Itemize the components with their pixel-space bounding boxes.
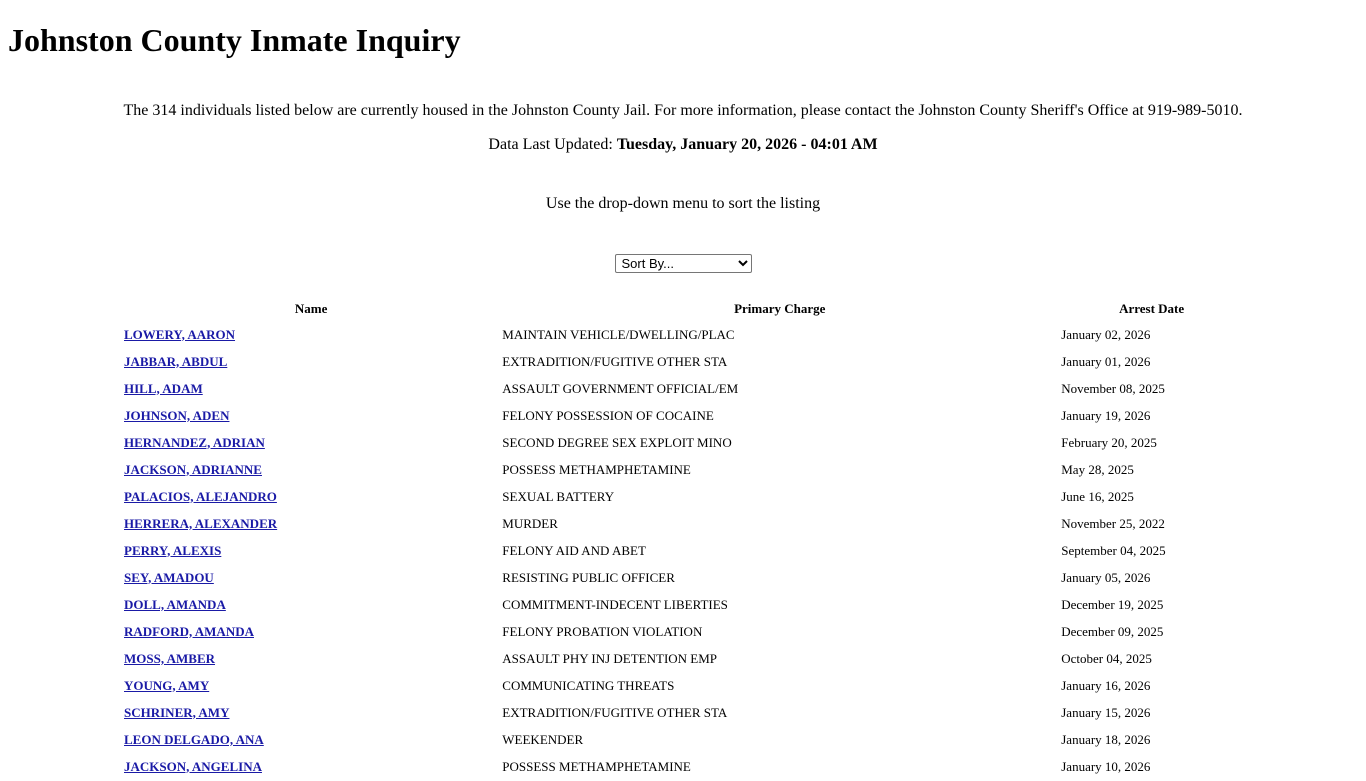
table-row [123, 592, 1243, 617]
arrest-date-cell: January 01, 2026 [1061, 353, 1151, 369]
inmate-name-link[interactable]: YOUNG, AMY [124, 677, 210, 693]
table-row [123, 403, 1243, 428]
sort-by-dropdown[interactable] [615, 254, 752, 273]
table-row [123, 376, 1243, 401]
header-name: Name [294, 300, 328, 316]
table-row [123, 430, 1243, 455]
primary-charge-cell: COMMITMENT-INDECENT LIBERTIES [502, 596, 728, 612]
page-title: Johnston County Inmate Inquiry [8, 22, 461, 58]
inmate-rows [123, 322, 1243, 779]
primary-charge-cell: MURDER [502, 515, 558, 531]
arrest-date-cell: January 19, 2026 [1061, 407, 1151, 423]
table-row [123, 646, 1243, 671]
primary-charge-cell: FELONY AID AND ABET [502, 542, 646, 558]
arrest-date-cell: January 15, 2026 [1061, 704, 1151, 720]
primary-charge-cell: RESISTING PUBLIC OFFICER [502, 569, 675, 585]
primary-charge-cell: EXTRADITION/FUGITIVE OTHER STA [502, 353, 728, 369]
inmate-name-cell [123, 646, 499, 671]
arrest-date-cell: February 20, 2025 [1061, 434, 1157, 450]
arrest-date-cell: December 09, 2025 [1061, 623, 1164, 639]
inmate-name-link[interactable]: HERRERA, ALEXANDER [124, 515, 278, 531]
table-row [123, 457, 1243, 482]
table-row [123, 538, 1243, 563]
inmate-name-cell [123, 700, 499, 725]
intro-text: The 314 individuals listed below are currently housed in the Johnston County Jail. For more information, please contact the Johnston County Sheriff's Office at 919-989-5010. [123, 102, 1243, 119]
inmate-name-link[interactable]: LEON DELGADO, ANA [124, 731, 264, 747]
table-row [123, 322, 1243, 347]
arrest-date-cell: December 19, 2025 [1061, 596, 1164, 612]
inmate-name-link[interactable]: PALACIOS, ALEJANDRO [124, 488, 277, 504]
inmate-name-link[interactable]: JACKSON, ADRIANNE [124, 461, 262, 477]
table-row [123, 673, 1243, 698]
inmate-name-cell [123, 457, 499, 482]
primary-charge-cell: SECOND DEGREE SEX EXPLOIT MINO [502, 434, 732, 450]
arrest-date-cell: November 25, 2022 [1061, 515, 1165, 531]
inmate-name-link[interactable]: JACKSON, ANGELINA [124, 758, 262, 774]
primary-charge-cell: FELONY PROBATION VIOLATION [502, 623, 703, 639]
inmate-name-link[interactable]: DOLL, AMANDA [124, 596, 226, 612]
inmate-name-link[interactable]: PERRY, ALEXIS [124, 542, 222, 558]
arrest-date-cell: January 16, 2026 [1061, 677, 1151, 693]
inmate-name-cell [123, 376, 499, 401]
inmate-name-cell [123, 349, 499, 374]
inmate-name-link[interactable]: RADFORD, AMANDA [124, 623, 254, 639]
primary-charge-cell: WEEKENDER [502, 731, 584, 747]
inmate-name-cell [123, 430, 499, 455]
header-primary-charge: Primary Charge [734, 300, 826, 316]
header-arrest-date: Arrest Date [1119, 300, 1185, 316]
inmate-name-link[interactable]: JABBAR, ABDUL [124, 353, 228, 369]
inmate-table [121, 295, 1245, 781]
inmate-name-link[interactable]: LOWERY, AARON [124, 326, 236, 342]
arrest-date-cell: June 16, 2025 [1061, 488, 1134, 504]
arrest-date-cell: January 18, 2026 [1061, 731, 1151, 747]
arrest-date-cell: January 05, 2026 [1061, 569, 1151, 585]
inmate-name-cell [123, 484, 499, 509]
inmate-name-cell [123, 511, 499, 536]
primary-charge-cell: COMMUNICATING THREATS [502, 677, 675, 693]
inmate-name-link[interactable]: SCHRINER, AMY [124, 704, 230, 720]
inmate-name-link[interactable]: HERNANDEZ, ADRIAN [124, 434, 265, 450]
inmate-name-link[interactable]: SEY, AMADOU [124, 569, 214, 585]
arrest-date-cell: November 08, 2025 [1061, 380, 1165, 396]
primary-charge-cell: ASSAULT GOVERNMENT OFFICIAL/EM [502, 380, 739, 396]
table-row [123, 565, 1243, 590]
sort-instructions: Use the drop-down menu to sort the listing [545, 195, 821, 212]
inmate-name-cell [123, 538, 499, 563]
primary-charge-cell: POSSESS METHAMPHETAMINE [502, 461, 691, 477]
table-row [123, 349, 1243, 374]
inmate-name-cell [123, 592, 499, 617]
inmate-name-cell [123, 565, 499, 590]
inmate-name-cell [123, 619, 499, 644]
arrest-date-cell: January 10, 2026 [1061, 758, 1151, 774]
table-row [123, 700, 1243, 725]
inmate-name-link[interactable]: HILL, ADAM [124, 380, 203, 396]
arrest-date-cell: September 04, 2025 [1061, 542, 1166, 558]
inmate-name-cell [123, 673, 499, 698]
sort-container [0, 254, 1366, 273]
primary-charge-cell: EXTRADITION/FUGITIVE OTHER STA [502, 704, 728, 720]
inmate-name-cell [123, 403, 499, 428]
inmate-name-cell [123, 322, 499, 347]
table-row [123, 484, 1243, 509]
arrest-date-cell: October 04, 2025 [1061, 650, 1152, 666]
last-updated-value: Tuesday, January 20, 2026 - 04:01 AM [616, 136, 878, 153]
inmate-name-link[interactable]: MOSS, AMBER [124, 650, 216, 666]
inmate-name-link[interactable]: JOHNSON, ADEN [124, 407, 230, 423]
table-row [123, 727, 1243, 752]
last-updated [0, 135, 1366, 155]
arrest-date-cell: May 28, 2025 [1061, 461, 1134, 477]
primary-charge-cell: MAINTAIN VEHICLE/DWELLING/PLAC [502, 326, 735, 342]
primary-charge-cell: SEXUAL BATTERY [502, 488, 615, 504]
last-updated-label: Data Last Updated: [488, 136, 613, 153]
primary-charge-cell: FELONY POSSESSION OF COCAINE [502, 407, 714, 423]
inmate-name-cell [123, 727, 499, 752]
primary-charge-cell: POSSESS METHAMPHETAMINE [502, 758, 691, 774]
table-row [123, 754, 1243, 779]
table-header-row [123, 297, 1243, 320]
table-row [123, 619, 1243, 644]
arrest-date-cell: January 02, 2026 [1061, 326, 1151, 342]
inmate-name-cell [123, 754, 499, 779]
table-row [123, 511, 1243, 536]
primary-charge-cell: ASSAULT PHY INJ DETENTION EMP [502, 650, 718, 666]
